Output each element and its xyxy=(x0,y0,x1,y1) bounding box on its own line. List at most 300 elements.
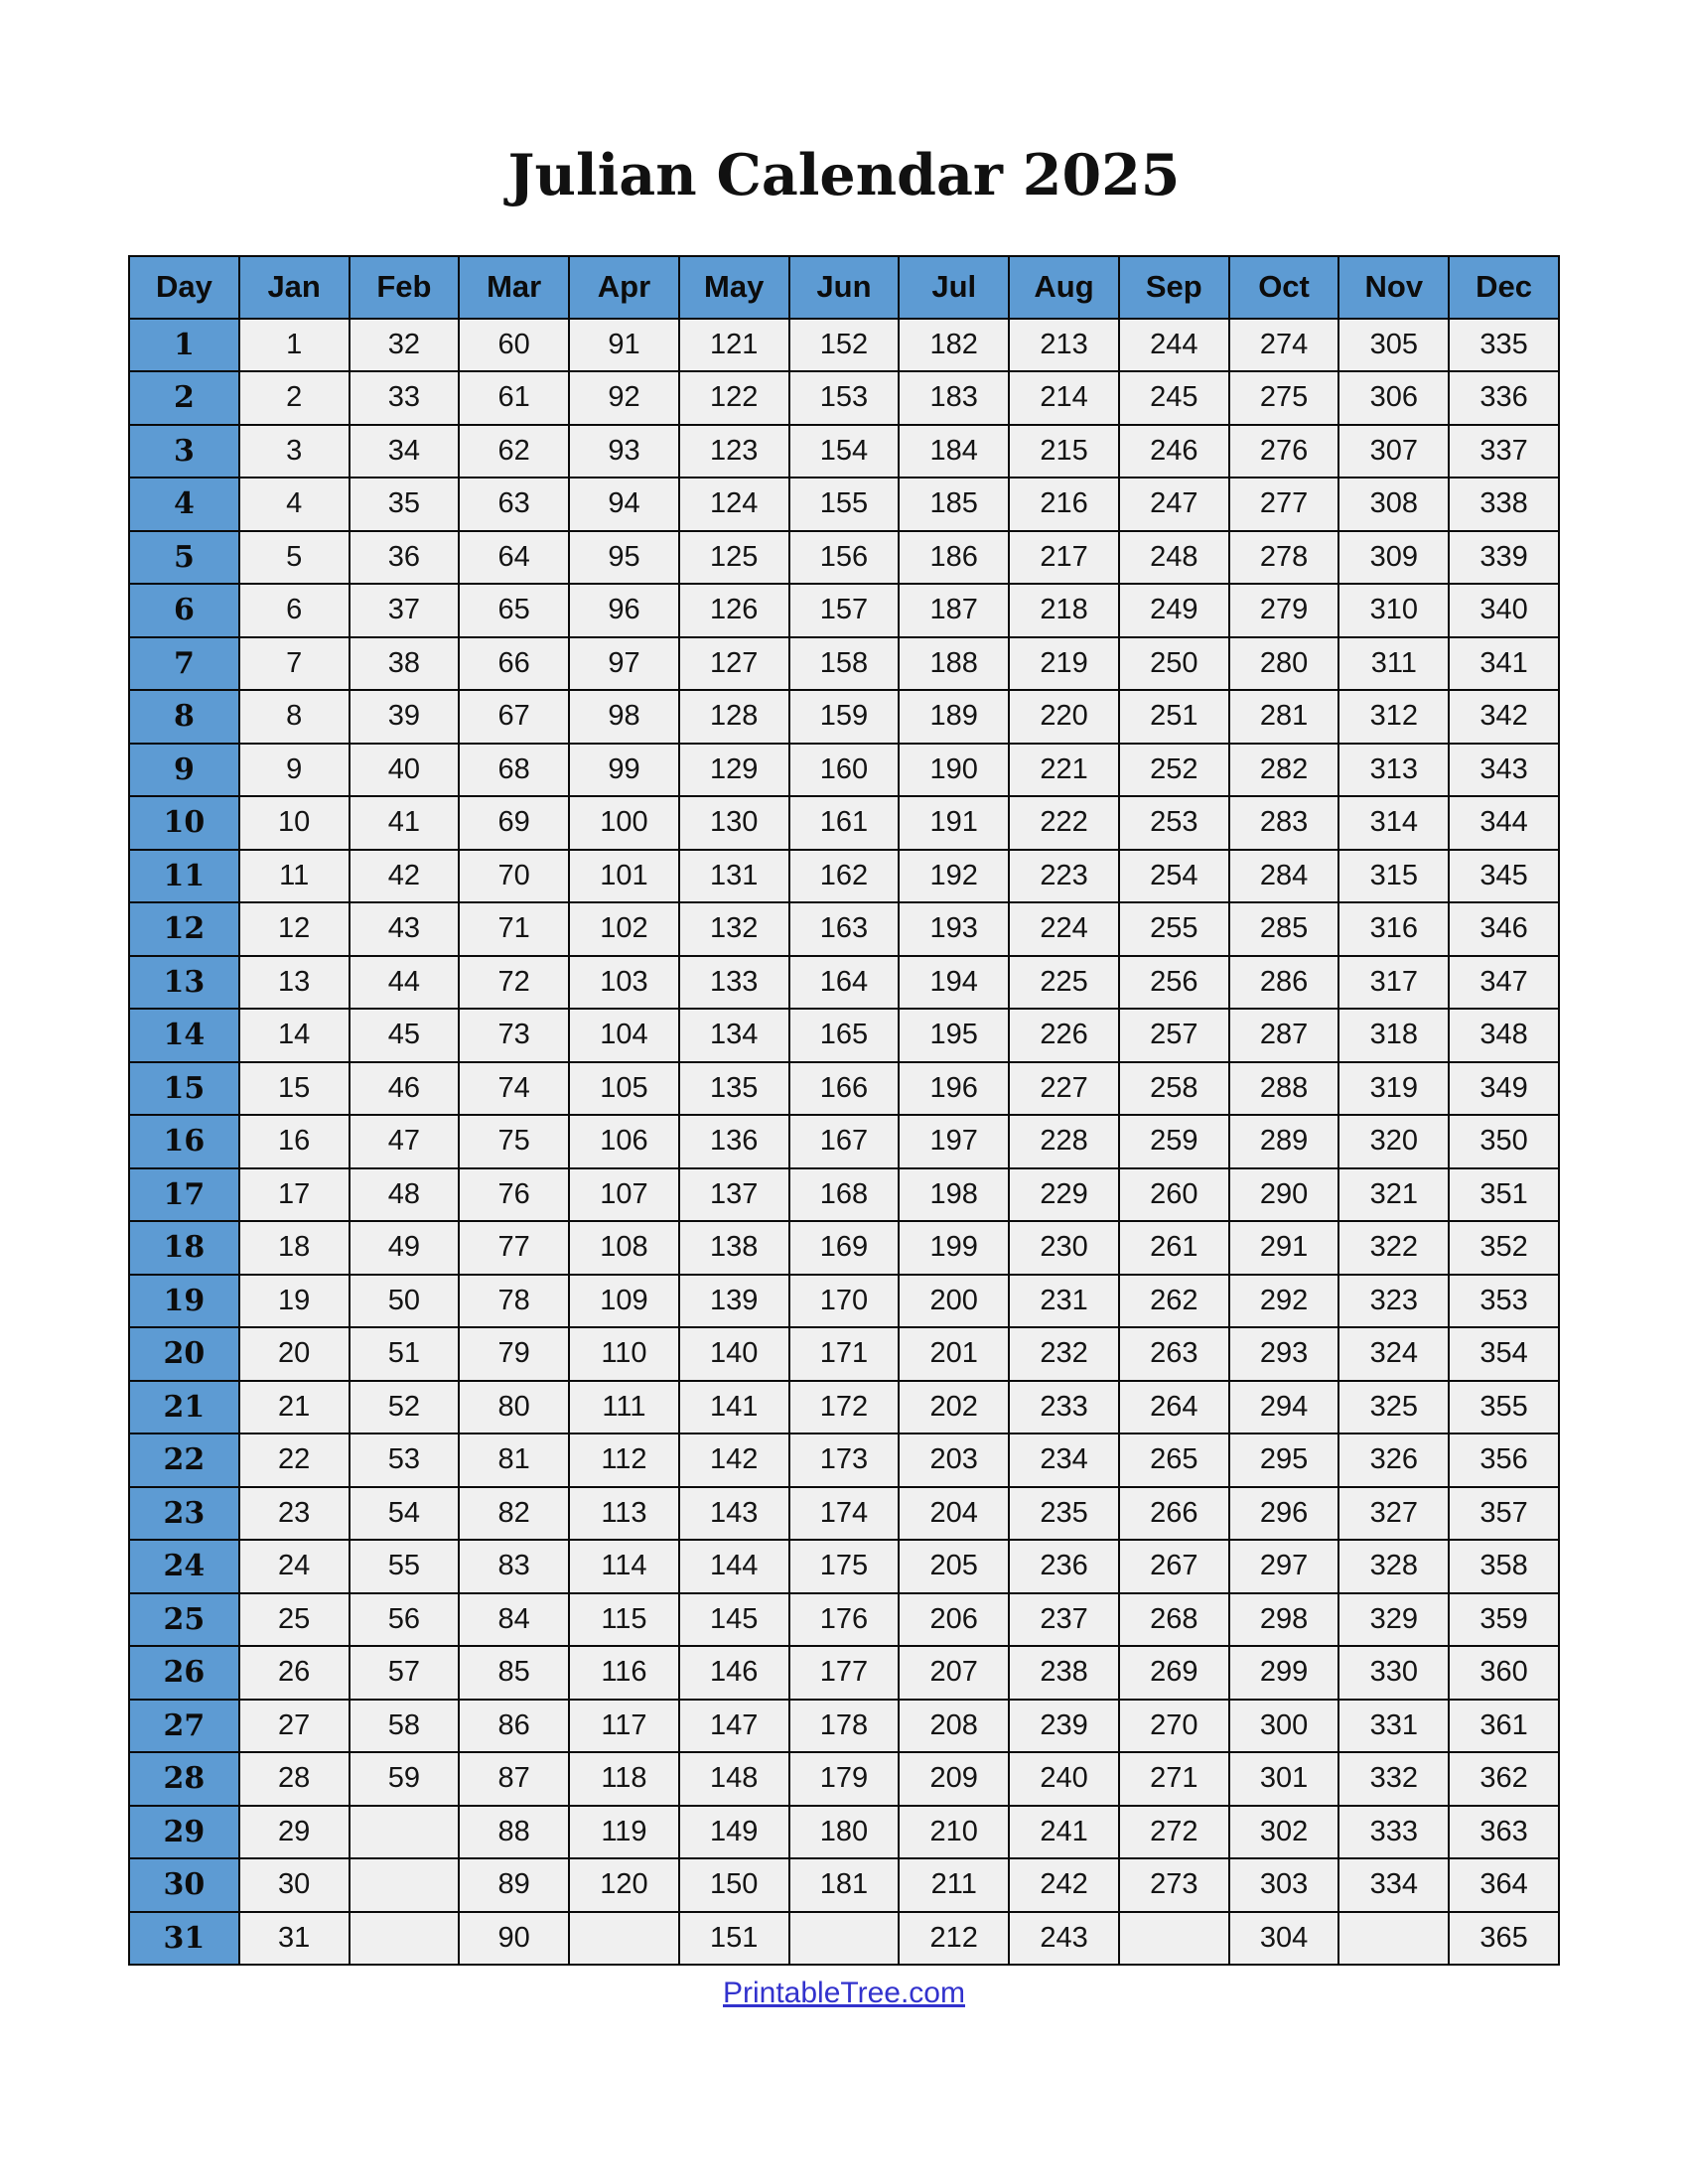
julian-day-cell: 291 xyxy=(1229,1221,1339,1275)
julian-day-cell: 11 xyxy=(239,850,350,903)
julian-day-cell: 95 xyxy=(569,531,679,585)
julian-day-cell: 235 xyxy=(1009,1487,1119,1541)
julian-day-cell: 30 xyxy=(239,1858,350,1912)
julian-day-cell: 142 xyxy=(679,1433,789,1487)
julian-day-cell: 114 xyxy=(569,1540,679,1593)
julian-day-cell: 233 xyxy=(1009,1381,1119,1434)
julian-day-cell: 48 xyxy=(350,1168,460,1222)
julian-day-cell: 332 xyxy=(1338,1752,1449,1806)
julian-day-cell: 13 xyxy=(239,956,350,1010)
julian-day-cell xyxy=(569,1912,679,1966)
julian-day-cell: 126 xyxy=(679,584,789,637)
julian-day-cell: 12 xyxy=(239,902,350,956)
julian-day-cell: 311 xyxy=(1338,637,1449,691)
julian-day-cell: 100 xyxy=(569,796,679,850)
julian-day-cell: 283 xyxy=(1229,796,1339,850)
table-row xyxy=(129,584,1559,637)
table-row xyxy=(129,1062,1559,1116)
julian-day-cell: 90 xyxy=(459,1912,569,1966)
julian-day-cell: 28 xyxy=(239,1752,350,1806)
julian-day-cell: 199 xyxy=(899,1221,1009,1275)
julian-day-cell: 39 xyxy=(350,690,460,744)
julian-day-cell: 230 xyxy=(1009,1221,1119,1275)
julian-day-cell: 53 xyxy=(350,1433,460,1487)
julian-day-cell: 42 xyxy=(350,850,460,903)
julian-day-cell: 306 xyxy=(1338,371,1449,425)
table-row xyxy=(129,1540,1559,1593)
julian-day-cell: 323 xyxy=(1338,1275,1449,1328)
julian-day-cell: 183 xyxy=(899,371,1009,425)
julian-day-cell: 206 xyxy=(899,1593,1009,1647)
julian-day-cell: 345 xyxy=(1449,850,1559,903)
julian-day-cell: 41 xyxy=(350,796,460,850)
julian-day-cell: 205 xyxy=(899,1540,1009,1593)
day-cell: 15 xyxy=(129,1062,239,1116)
julian-day-cell: 193 xyxy=(899,902,1009,956)
julian-day-cell: 127 xyxy=(679,637,789,691)
julian-day-cell: 300 xyxy=(1229,1700,1339,1753)
julian-day-cell: 20 xyxy=(239,1327,350,1381)
julian-day-cell: 185 xyxy=(899,478,1009,531)
julian-day-cell: 16 xyxy=(239,1115,350,1168)
julian-day-cell: 55 xyxy=(350,1540,460,1593)
julian-day-cell: 190 xyxy=(899,744,1009,797)
julian-day-cell: 24 xyxy=(239,1540,350,1593)
julian-day-cell: 241 xyxy=(1009,1806,1119,1859)
julian-day-cell: 200 xyxy=(899,1275,1009,1328)
julian-day-cell: 279 xyxy=(1229,584,1339,637)
julian-day-cell: 339 xyxy=(1449,531,1559,585)
julian-day-cell: 179 xyxy=(789,1752,900,1806)
julian-day-cell: 56 xyxy=(350,1593,460,1647)
julian-day-cell: 242 xyxy=(1009,1858,1119,1912)
julian-day-cell xyxy=(350,1912,460,1966)
julian-day-cell: 110 xyxy=(569,1327,679,1381)
day-cell: 4 xyxy=(129,478,239,531)
table-row xyxy=(129,425,1559,478)
julian-day-cell: 273 xyxy=(1119,1858,1229,1912)
footer xyxy=(0,1977,1688,2010)
julian-day-cell: 215 xyxy=(1009,425,1119,478)
julian-day-cell: 22 xyxy=(239,1433,350,1487)
julian-day-cell: 214 xyxy=(1009,371,1119,425)
julian-day-cell: 249 xyxy=(1119,584,1229,637)
julian-day-cell: 98 xyxy=(569,690,679,744)
julian-day-cell: 250 xyxy=(1119,637,1229,691)
julian-day-cell: 296 xyxy=(1229,1487,1339,1541)
julian-day-cell: 195 xyxy=(899,1009,1009,1062)
julian-day-cell: 236 xyxy=(1009,1540,1119,1593)
julian-day-cell: 36 xyxy=(350,531,460,585)
julian-day-cell: 109 xyxy=(569,1275,679,1328)
julian-day-cell: 240 xyxy=(1009,1752,1119,1806)
julian-day-cell: 360 xyxy=(1449,1646,1559,1700)
julian-day-cell: 116 xyxy=(569,1646,679,1700)
header-month-feb: Feb xyxy=(350,256,460,319)
day-cell: 1 xyxy=(129,319,239,372)
julian-day-cell: 231 xyxy=(1009,1275,1119,1328)
julian-day-cell: 156 xyxy=(789,531,900,585)
julian-day-cell: 8 xyxy=(239,690,350,744)
julian-day-cell: 293 xyxy=(1229,1327,1339,1381)
julian-day-cell: 173 xyxy=(789,1433,900,1487)
julian-day-cell: 134 xyxy=(679,1009,789,1062)
julian-day-cell: 359 xyxy=(1449,1593,1559,1647)
julian-day-cell: 137 xyxy=(679,1168,789,1222)
table-row xyxy=(129,1433,1559,1487)
julian-day-cell: 67 xyxy=(459,690,569,744)
julian-day-cell: 141 xyxy=(679,1381,789,1434)
printabletree-link[interactable]: PrintableTree.com xyxy=(723,1977,965,2010)
julian-day-cell: 211 xyxy=(899,1858,1009,1912)
julian-calendar-table xyxy=(128,255,1560,1967)
julian-day-cell: 136 xyxy=(679,1115,789,1168)
julian-day-cell: 160 xyxy=(789,744,900,797)
julian-day-cell: 122 xyxy=(679,371,789,425)
julian-day-cell: 33 xyxy=(350,371,460,425)
julian-day-cell: 148 xyxy=(679,1752,789,1806)
day-cell: 21 xyxy=(129,1381,239,1434)
julian-day-cell: 162 xyxy=(789,850,900,903)
julian-day-cell: 176 xyxy=(789,1593,900,1647)
julian-day-cell: 243 xyxy=(1009,1912,1119,1966)
julian-day-cell: 128 xyxy=(679,690,789,744)
julian-day-cell: 38 xyxy=(350,637,460,691)
julian-day-cell: 257 xyxy=(1119,1009,1229,1062)
julian-day-cell: 328 xyxy=(1338,1540,1449,1593)
julian-day-cell: 292 xyxy=(1229,1275,1339,1328)
julian-day-cell: 112 xyxy=(569,1433,679,1487)
day-cell: 28 xyxy=(129,1752,239,1806)
header-row xyxy=(129,256,1559,319)
julian-day-cell: 270 xyxy=(1119,1700,1229,1753)
julian-day-cell: 278 xyxy=(1229,531,1339,585)
julian-day-cell: 286 xyxy=(1229,956,1339,1010)
julian-day-cell: 350 xyxy=(1449,1115,1559,1168)
julian-day-cell: 70 xyxy=(459,850,569,903)
julian-day-cell: 294 xyxy=(1229,1381,1339,1434)
table-row xyxy=(129,1221,1559,1275)
table-row xyxy=(129,319,1559,372)
julian-day-cell: 301 xyxy=(1229,1752,1339,1806)
julian-day-cell: 1 xyxy=(239,319,350,372)
julian-day-cell: 21 xyxy=(239,1381,350,1434)
julian-day-cell: 198 xyxy=(899,1168,1009,1222)
julian-day-cell: 23 xyxy=(239,1487,350,1541)
julian-day-cell: 108 xyxy=(569,1221,679,1275)
julian-day-cell: 201 xyxy=(899,1327,1009,1381)
header-month-jul: Jul xyxy=(899,256,1009,319)
day-cell: 7 xyxy=(129,637,239,691)
day-cell: 17 xyxy=(129,1168,239,1222)
julian-day-cell: 325 xyxy=(1338,1381,1449,1434)
julian-day-cell: 191 xyxy=(899,796,1009,850)
julian-day-cell: 61 xyxy=(459,371,569,425)
header-month-nov: Nov xyxy=(1338,256,1449,319)
day-cell: 23 xyxy=(129,1487,239,1541)
julian-day-cell: 68 xyxy=(459,744,569,797)
julian-day-cell: 40 xyxy=(350,744,460,797)
julian-day-cell: 72 xyxy=(459,956,569,1010)
julian-day-cell: 262 xyxy=(1119,1275,1229,1328)
table-row xyxy=(129,1487,1559,1541)
table-row xyxy=(129,1381,1559,1434)
julian-day-cell: 304 xyxy=(1229,1912,1339,1966)
julian-day-cell: 71 xyxy=(459,902,569,956)
julian-day-cell: 271 xyxy=(1119,1752,1229,1806)
day-cell: 5 xyxy=(129,531,239,585)
julian-day-cell: 207 xyxy=(899,1646,1009,1700)
julian-day-cell: 319 xyxy=(1338,1062,1449,1116)
julian-day-cell: 223 xyxy=(1009,850,1119,903)
julian-day-cell: 181 xyxy=(789,1858,900,1912)
julian-day-cell: 99 xyxy=(569,744,679,797)
day-cell: 31 xyxy=(129,1912,239,1966)
julian-day-cell: 282 xyxy=(1229,744,1339,797)
julian-day-cell: 157 xyxy=(789,584,900,637)
julian-day-cell: 333 xyxy=(1338,1806,1449,1859)
julian-day-cell: 238 xyxy=(1009,1646,1119,1700)
julian-day-cell: 135 xyxy=(679,1062,789,1116)
day-cell: 3 xyxy=(129,425,239,478)
julian-day-cell: 84 xyxy=(459,1593,569,1647)
julian-day-cell: 362 xyxy=(1449,1752,1559,1806)
julian-day-cell: 246 xyxy=(1119,425,1229,478)
julian-day-cell: 167 xyxy=(789,1115,900,1168)
julian-day-cell: 35 xyxy=(350,478,460,531)
day-cell: 24 xyxy=(129,1540,239,1593)
julian-day-cell: 178 xyxy=(789,1700,900,1753)
table-row xyxy=(129,956,1559,1010)
julian-day-cell: 188 xyxy=(899,637,1009,691)
day-cell: 19 xyxy=(129,1275,239,1328)
julian-day-cell: 180 xyxy=(789,1806,900,1859)
julian-day-cell: 203 xyxy=(899,1433,1009,1487)
julian-day-cell: 318 xyxy=(1338,1009,1449,1062)
julian-day-cell: 113 xyxy=(569,1487,679,1541)
julian-day-cell: 232 xyxy=(1009,1327,1119,1381)
julian-day-cell: 155 xyxy=(789,478,900,531)
julian-day-cell: 310 xyxy=(1338,584,1449,637)
day-cell: 25 xyxy=(129,1593,239,1647)
julian-day-cell: 172 xyxy=(789,1381,900,1434)
julian-day-cell: 365 xyxy=(1449,1912,1559,1966)
table-row xyxy=(129,1912,1559,1966)
table-row xyxy=(129,1646,1559,1700)
table-row xyxy=(129,744,1559,797)
julian-day-cell: 280 xyxy=(1229,637,1339,691)
julian-day-cell: 204 xyxy=(899,1487,1009,1541)
table-row xyxy=(129,531,1559,585)
julian-day-cell: 248 xyxy=(1119,531,1229,585)
julian-day-cell: 266 xyxy=(1119,1487,1229,1541)
julian-day-cell: 75 xyxy=(459,1115,569,1168)
julian-day-cell: 343 xyxy=(1449,744,1559,797)
julian-day-cell: 151 xyxy=(679,1912,789,1966)
table-row xyxy=(129,1327,1559,1381)
julian-day-cell: 124 xyxy=(679,478,789,531)
julian-day-cell: 51 xyxy=(350,1327,460,1381)
julian-day-cell: 209 xyxy=(899,1752,1009,1806)
julian-day-cell: 153 xyxy=(789,371,900,425)
julian-day-cell: 227 xyxy=(1009,1062,1119,1116)
julian-day-cell: 295 xyxy=(1229,1433,1339,1487)
julian-day-cell: 175 xyxy=(789,1540,900,1593)
header-month-jun: Jun xyxy=(789,256,900,319)
julian-day-cell: 60 xyxy=(459,319,569,372)
julian-day-cell: 219 xyxy=(1009,637,1119,691)
julian-day-cell: 66 xyxy=(459,637,569,691)
table-row xyxy=(129,690,1559,744)
table-row xyxy=(129,478,1559,531)
julian-day-cell: 244 xyxy=(1119,319,1229,372)
julian-day-cell: 327 xyxy=(1338,1487,1449,1541)
julian-day-cell: 264 xyxy=(1119,1381,1229,1434)
julian-day-cell: 169 xyxy=(789,1221,900,1275)
day-cell: 11 xyxy=(129,850,239,903)
julian-day-cell: 25 xyxy=(239,1593,350,1647)
day-cell: 27 xyxy=(129,1700,239,1753)
julian-day-cell: 358 xyxy=(1449,1540,1559,1593)
julian-day-cell: 340 xyxy=(1449,584,1559,637)
julian-day-cell: 208 xyxy=(899,1700,1009,1753)
julian-day-cell xyxy=(1119,1912,1229,1966)
julian-day-cell: 253 xyxy=(1119,796,1229,850)
julian-day-cell: 132 xyxy=(679,902,789,956)
julian-day-cell: 105 xyxy=(569,1062,679,1116)
julian-day-cell: 45 xyxy=(350,1009,460,1062)
julian-day-cell: 123 xyxy=(679,425,789,478)
julian-day-cell: 272 xyxy=(1119,1806,1229,1859)
julian-day-cell: 146 xyxy=(679,1646,789,1700)
header-month-jan: Jan xyxy=(239,256,350,319)
day-cell: 2 xyxy=(129,371,239,425)
julian-day-cell xyxy=(350,1858,460,1912)
julian-day-cell: 92 xyxy=(569,371,679,425)
julian-day-cell: 46 xyxy=(350,1062,460,1116)
julian-day-cell: 57 xyxy=(350,1646,460,1700)
julian-day-cell: 81 xyxy=(459,1433,569,1487)
julian-day-cell: 334 xyxy=(1338,1858,1449,1912)
julian-day-cell: 363 xyxy=(1449,1806,1559,1859)
julian-day-cell: 361 xyxy=(1449,1700,1559,1753)
day-cell: 14 xyxy=(129,1009,239,1062)
table-body xyxy=(129,319,1559,1966)
julian-day-cell: 158 xyxy=(789,637,900,691)
julian-day-cell: 260 xyxy=(1119,1168,1229,1222)
table-row xyxy=(129,850,1559,903)
julian-day-cell: 221 xyxy=(1009,744,1119,797)
julian-day-cell: 247 xyxy=(1119,478,1229,531)
julian-day-cell: 285 xyxy=(1229,902,1339,956)
julian-day-cell: 261 xyxy=(1119,1221,1229,1275)
julian-day-cell: 152 xyxy=(789,319,900,372)
header-day: Day xyxy=(129,256,239,319)
julian-day-cell: 174 xyxy=(789,1487,900,1541)
julian-day-cell: 106 xyxy=(569,1115,679,1168)
julian-day-cell: 32 xyxy=(350,319,460,372)
julian-day-cell: 62 xyxy=(459,425,569,478)
julian-day-cell: 289 xyxy=(1229,1115,1339,1168)
julian-day-cell: 352 xyxy=(1449,1221,1559,1275)
julian-day-cell: 44 xyxy=(350,956,460,1010)
julian-day-cell: 80 xyxy=(459,1381,569,1434)
day-cell: 8 xyxy=(129,690,239,744)
julian-day-cell: 186 xyxy=(899,531,1009,585)
julian-day-cell: 93 xyxy=(569,425,679,478)
julian-day-cell: 29 xyxy=(239,1806,350,1859)
julian-day-cell: 163 xyxy=(789,902,900,956)
header-month-may: May xyxy=(679,256,789,319)
julian-day-cell: 265 xyxy=(1119,1433,1229,1487)
julian-day-cell: 305 xyxy=(1338,319,1449,372)
julian-day-cell: 274 xyxy=(1229,319,1339,372)
julian-day-cell: 322 xyxy=(1338,1221,1449,1275)
day-cell: 20 xyxy=(129,1327,239,1381)
julian-day-cell: 320 xyxy=(1338,1115,1449,1168)
julian-day-cell: 97 xyxy=(569,637,679,691)
header-month-oct: Oct xyxy=(1229,256,1339,319)
julian-day-cell: 351 xyxy=(1449,1168,1559,1222)
day-cell: 26 xyxy=(129,1646,239,1700)
julian-day-cell: 302 xyxy=(1229,1806,1339,1859)
julian-day-cell: 316 xyxy=(1338,902,1449,956)
julian-day-cell: 34 xyxy=(350,425,460,478)
julian-day-cell: 131 xyxy=(679,850,789,903)
julian-day-cell: 63 xyxy=(459,478,569,531)
julian-day-cell: 222 xyxy=(1009,796,1119,850)
julian-day-cell: 224 xyxy=(1009,902,1119,956)
julian-day-cell: 220 xyxy=(1009,690,1119,744)
julian-day-cell xyxy=(789,1912,900,1966)
day-cell: 22 xyxy=(129,1433,239,1487)
day-cell: 18 xyxy=(129,1221,239,1275)
julian-day-cell: 344 xyxy=(1449,796,1559,850)
julian-day-cell: 138 xyxy=(679,1221,789,1275)
julian-day-cell: 313 xyxy=(1338,744,1449,797)
julian-day-cell: 101 xyxy=(569,850,679,903)
julian-day-cell xyxy=(350,1806,460,1859)
julian-day-cell: 88 xyxy=(459,1806,569,1859)
julian-day-cell: 159 xyxy=(789,690,900,744)
julian-day-cell: 267 xyxy=(1119,1540,1229,1593)
julian-day-cell: 202 xyxy=(899,1381,1009,1434)
table-row xyxy=(129,1168,1559,1222)
julian-day-cell: 342 xyxy=(1449,690,1559,744)
julian-day-cell: 258 xyxy=(1119,1062,1229,1116)
julian-day-cell: 355 xyxy=(1449,1381,1559,1434)
julian-day-cell: 364 xyxy=(1449,1858,1559,1912)
julian-day-cell: 268 xyxy=(1119,1593,1229,1647)
julian-day-cell: 96 xyxy=(569,584,679,637)
julian-day-cell: 94 xyxy=(569,478,679,531)
julian-day-cell: 182 xyxy=(899,319,1009,372)
header-month-apr: Apr xyxy=(569,256,679,319)
julian-day-cell: 288 xyxy=(1229,1062,1339,1116)
julian-day-cell: 102 xyxy=(569,902,679,956)
day-cell: 6 xyxy=(129,584,239,637)
julian-day-cell: 308 xyxy=(1338,478,1449,531)
julian-day-cell: 5 xyxy=(239,531,350,585)
julian-day-cell: 290 xyxy=(1229,1168,1339,1222)
julian-day-cell: 210 xyxy=(899,1806,1009,1859)
julian-day-cell: 119 xyxy=(569,1806,679,1859)
julian-day-cell: 82 xyxy=(459,1487,569,1541)
julian-day-cell: 166 xyxy=(789,1062,900,1116)
day-cell: 13 xyxy=(129,956,239,1010)
julian-day-cell: 263 xyxy=(1119,1327,1229,1381)
day-cell: 10 xyxy=(129,796,239,850)
